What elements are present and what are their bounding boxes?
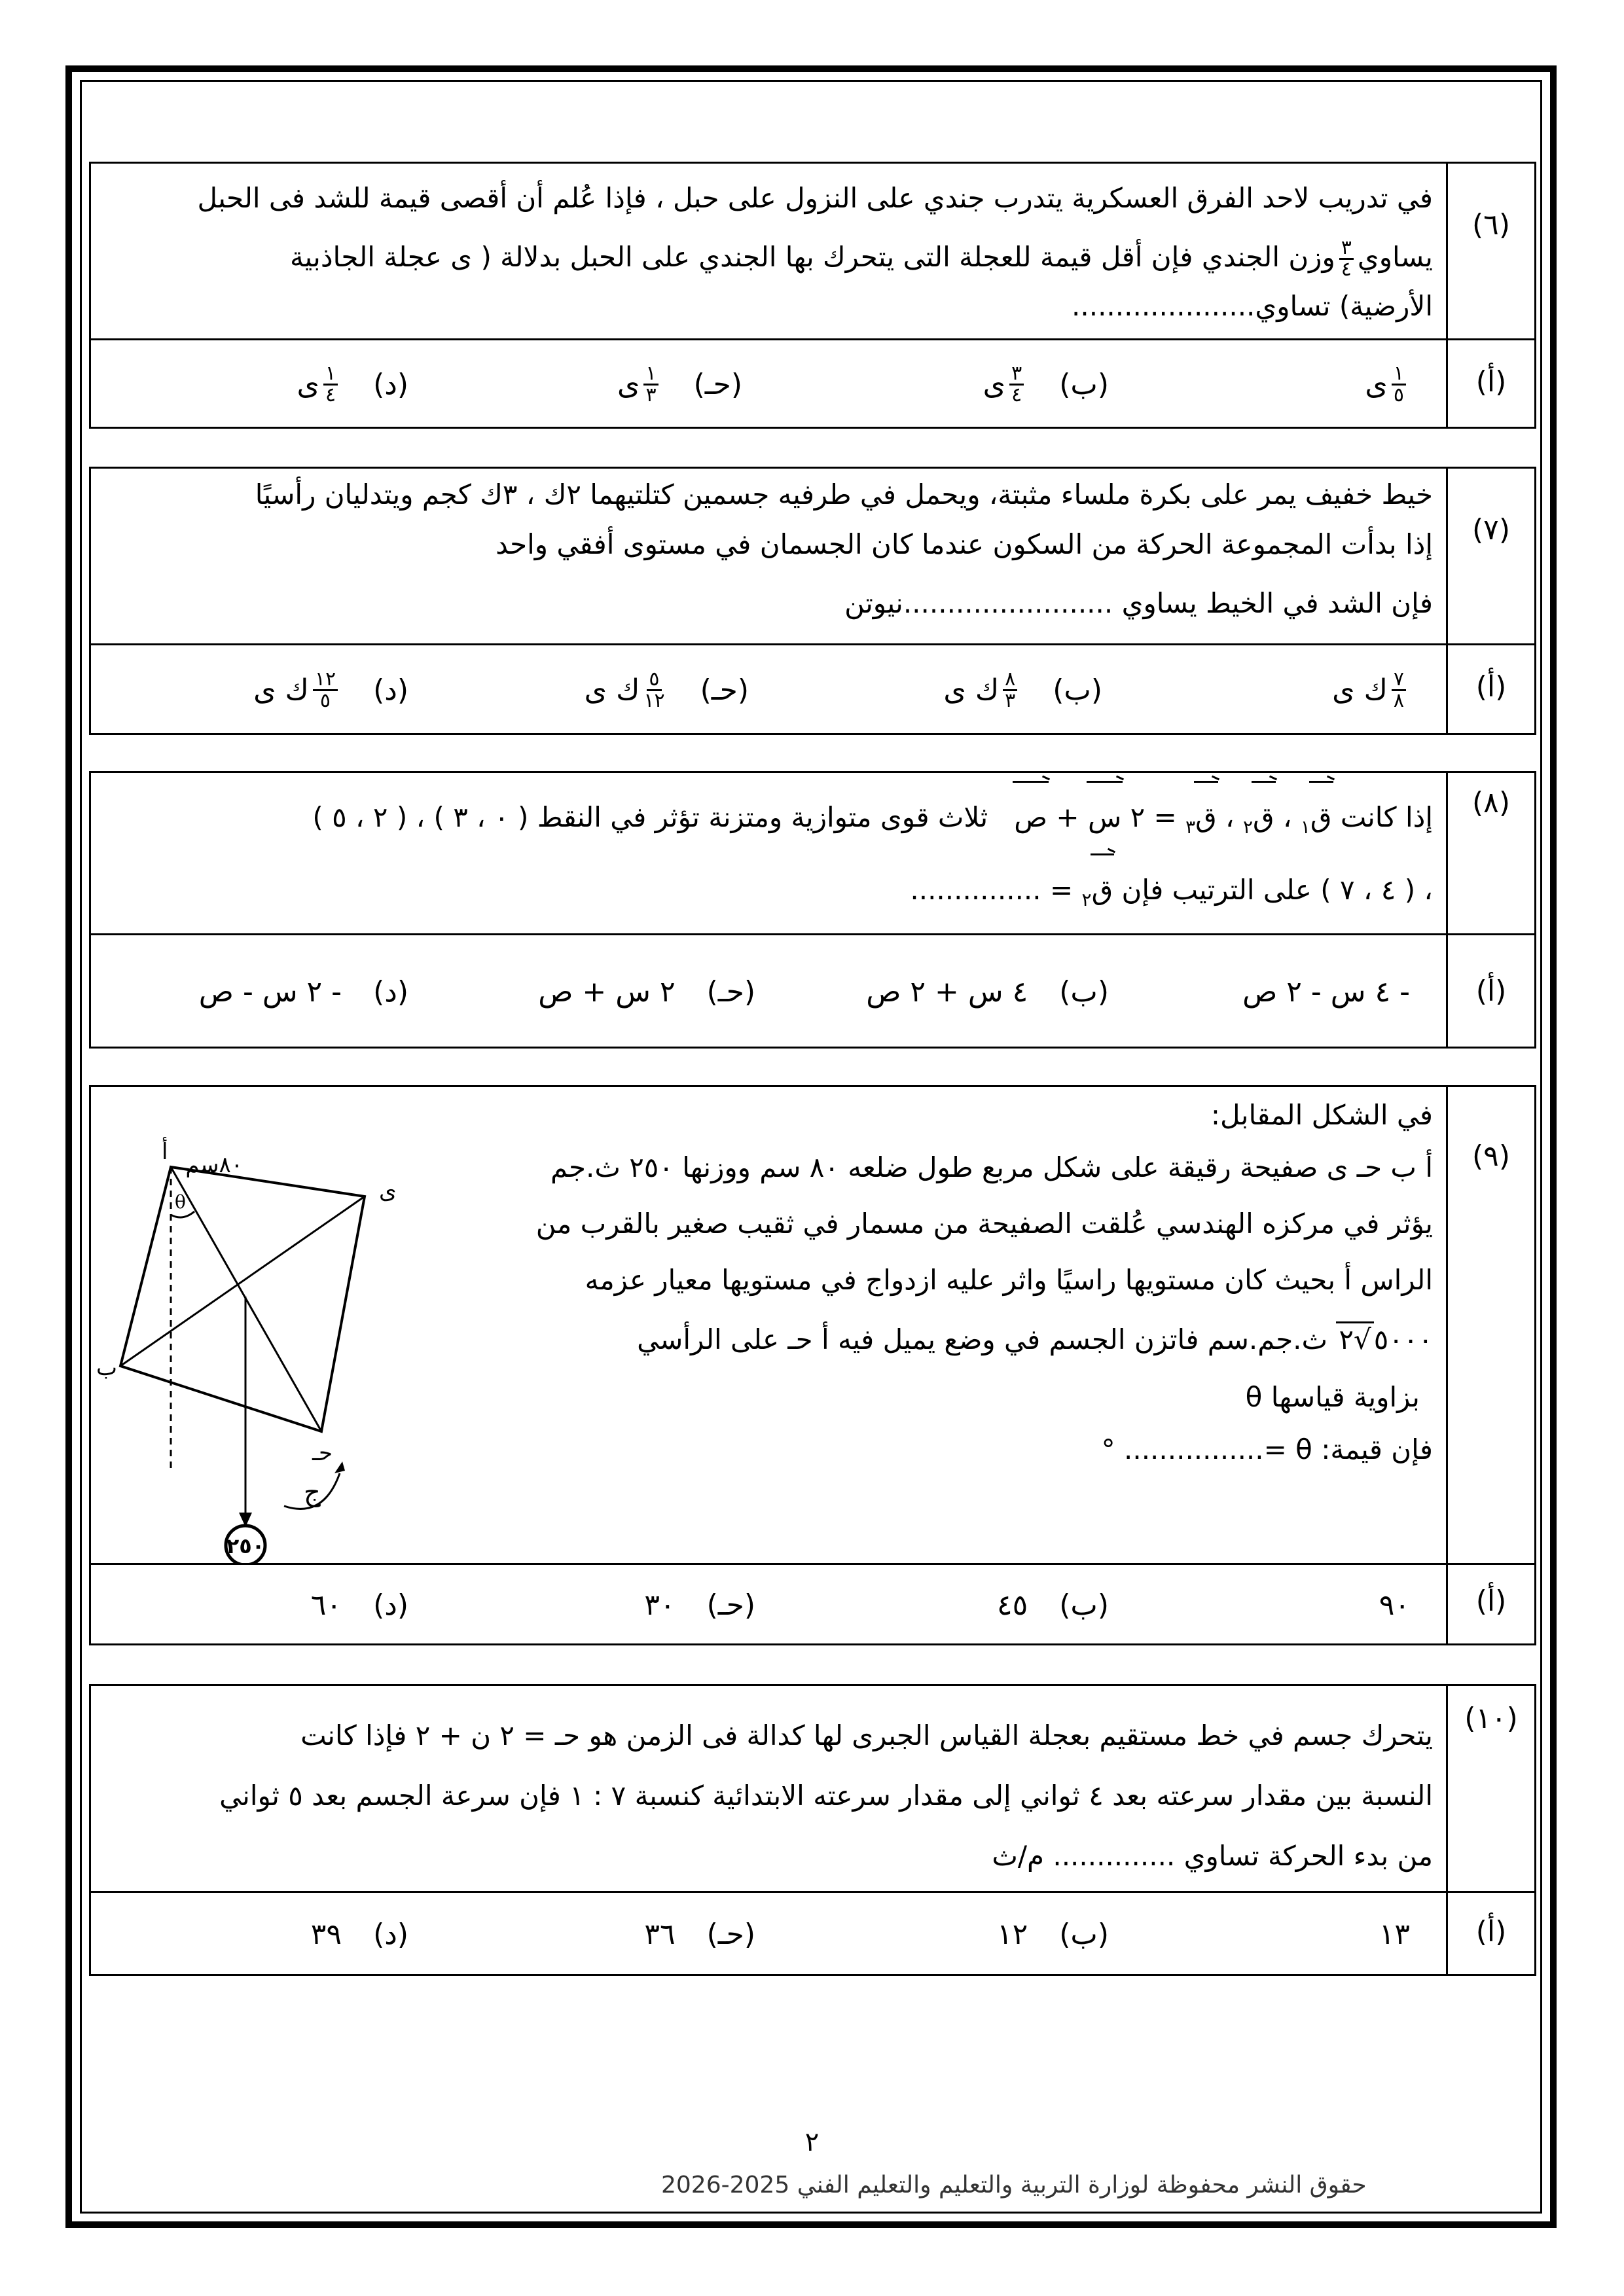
stem-line: يساوي $\frac{٣}{٤}$ وزن الجندي فإن أقل قيمة للعجلة التى يتحرك بها الجندي على الحبل بدلالة ( ى عجلة الجاذبية bbox=[289, 236, 1433, 281]
question-7-options bbox=[91, 645, 1534, 735]
stem-line: إذا بدأت المجموعة الحركة من السكون عندما كان الجسمان في مستوى أفقي واحد bbox=[496, 528, 1433, 560]
force-vector-2: ق bbox=[1253, 786, 1274, 849]
side-length-label: ٨٠سم bbox=[185, 1152, 243, 1178]
question-10-stem bbox=[91, 1686, 1534, 1893]
stem-line: في تدريب لاحد الفرق العسكرية يتدرب جندي على النزول على حبل ، فإذا عُلم أن أقصى قيمة للشد فى الحبل bbox=[197, 182, 1433, 214]
copyright-footer: حقوق النشر محفوظة لوزارة التربية والتعليم والتعليم الفني 2025-2026 bbox=[661, 2172, 1367, 2198]
question-6-stem bbox=[91, 164, 1534, 340]
option-c[interactable]: (حـ) ٢ س + ص bbox=[538, 975, 755, 1009]
theta-label: θ bbox=[175, 1191, 186, 1213]
couple-label: ج bbox=[304, 1477, 321, 1507]
stem-line: الراس أ بحيث كان مستويها راسيًا واثر عليه ازدواج في مستويها معيار عزمه bbox=[585, 1264, 1433, 1296]
option-a[interactable]: ٩٠ bbox=[1379, 1588, 1410, 1622]
option-c[interactable]: (حـ) ٣٦ bbox=[644, 1918, 755, 1951]
page-number: ٢ bbox=[804, 2127, 820, 2157]
option-d[interactable]: (د) $\frac{١٢}{٥}$ ك ى bbox=[253, 668, 408, 712]
question-9-stem bbox=[91, 1087, 1534, 1565]
option-c[interactable]: (حـ) $\frac{٥}{١٢}$ ك ى bbox=[584, 668, 749, 712]
question-number: (٦) bbox=[1446, 164, 1534, 338]
stem-line: بزاوية قياسها θ bbox=[1245, 1381, 1420, 1413]
weight-label: ٢٥٠ bbox=[226, 1534, 265, 1558]
stem-line: من بدء الحركة تساوي .............. م/ث bbox=[992, 1840, 1433, 1872]
option-label-a[interactable]: (أ) bbox=[1446, 935, 1534, 1049]
square-plate-figure bbox=[91, 1087, 418, 1565]
option-b[interactable]: (ب) ٤ س + ٢ ص bbox=[866, 975, 1109, 1009]
vertex-b: ب bbox=[96, 1355, 118, 1381]
force-vector-3: ق bbox=[1195, 786, 1217, 849]
option-d[interactable]: (د) ٣٩ bbox=[310, 1918, 408, 1951]
stem-line: خيط خفيف يمر على بكرة ملساء مثبتة، ويحمل في طرفيه جسمين كتلتيهما ٢ك ، ٣ك كجم ويتدليان رأسيًا bbox=[255, 478, 1433, 511]
stem-line: ، ( ٤ ، ٧ ) على الترتيب فإن ق$_٢$ = ............... bbox=[111, 859, 1433, 931]
stem-line: إذا كانت ق$_١$ ، ق$_٢$ ، ق$_٣$ = ٢ س + ص ثلاث قوى متوازية ومتزنة تؤثر في النقط ( ٠ ، ٣ ) ، ( ٢ ، ٥ ) bbox=[111, 786, 1433, 859]
option-b[interactable]: (ب) $\frac{٣}{٤}$ ى bbox=[983, 362, 1109, 406]
question-7 bbox=[89, 467, 1536, 735]
option-c[interactable]: (حـ) $\frac{١}{٣}$ ى bbox=[617, 362, 742, 406]
vertex-a: أ bbox=[162, 1139, 168, 1165]
question-6-options bbox=[91, 340, 1534, 429]
question-number: (٨) bbox=[1446, 773, 1534, 933]
question-8-stem bbox=[91, 773, 1534, 935]
option-b[interactable]: (ب) ٤٥ bbox=[996, 1588, 1109, 1622]
fraction: $\frac{٣}{٤}$ bbox=[1339, 238, 1354, 279]
stem-line: يتحرك جسم في خط مستقيم بعجلة القياس الجبرى لها كدالة فى الزمن هو حـ = ٢ ن + ٢ فإذا كانت bbox=[300, 1719, 1433, 1751]
question-number: (٩) bbox=[1446, 1087, 1534, 1563]
option-a[interactable]: $\frac{١}{٥}$ ى bbox=[1365, 340, 1410, 429]
stem-line: في الشكل المقابل: bbox=[1210, 1099, 1433, 1131]
force-vector-1: ق bbox=[1310, 786, 1332, 849]
option-label-a[interactable]: (أ) bbox=[1446, 645, 1534, 735]
question-9-options bbox=[91, 1565, 1534, 1645]
option-b[interactable]: (ب) $\frac{٨}{٣}$ ك ى bbox=[943, 668, 1102, 712]
option-a[interactable]: - ٤ س - ٢ ص bbox=[1242, 975, 1410, 1009]
question-8 bbox=[89, 771, 1536, 1049]
stem-line: ٥٠٠٠√٢ ث.جم.سم فاتزن الجسم في وضع يميل فيه أ حـ على الرأسي bbox=[431, 1308, 1433, 1371]
question-10 bbox=[89, 1684, 1536, 1976]
vertex-d: ى bbox=[379, 1178, 397, 1204]
stem-line: فإن الشد في الخيط يساوي ........................نيوتن bbox=[844, 587, 1433, 619]
stem-line: يؤثر في مركزه الهندسي عُلقت الصفيحة من مسمار في ثقيب صغير بالقرب من bbox=[535, 1208, 1433, 1240]
option-d[interactable]: (د) $\frac{١}{٤}$ ى bbox=[297, 362, 408, 406]
stem-line: النسبة بين مقدار سرعته بعد ٤ ثواني إلى مقدار سرعته الابتدائية كنسبة ٧ : ١ فإن سرعة الجسم بعد ٥ ثواني bbox=[219, 1780, 1433, 1812]
option-c[interactable]: (حـ) ٣٠ bbox=[644, 1588, 755, 1622]
option-d[interactable]: (د) ٦٠ bbox=[310, 1588, 408, 1622]
option-label-a[interactable]: (أ) bbox=[1446, 1893, 1534, 1976]
stem-line: أ ب حـ ى صفيحة رقيقة على شكل مربع طول ضلعه ٨٠ سم ووزنها ٢٥٠ ث.جم bbox=[550, 1151, 1433, 1183]
option-a[interactable]: ١٣ bbox=[1379, 1918, 1410, 1951]
option-label-a[interactable]: (أ) bbox=[1446, 340, 1534, 429]
question-6 bbox=[89, 162, 1536, 429]
question-7-stem bbox=[91, 469, 1534, 645]
option-b[interactable]: (ب) ١٢ bbox=[996, 1918, 1109, 1951]
question-9 bbox=[89, 1085, 1536, 1645]
option-label-a[interactable]: (أ) bbox=[1446, 1565, 1534, 1645]
question-10-options bbox=[91, 1893, 1534, 1976]
option-a[interactable]: $\frac{٧}{٨}$ ك ى bbox=[1332, 645, 1410, 735]
question-8-options bbox=[91, 935, 1534, 1049]
stem-line: الأرضية) تساوي..................... bbox=[1072, 290, 1433, 322]
question-number: (٧) bbox=[1446, 469, 1534, 643]
stem-line: فإن قيمة: θ =................ ° bbox=[1101, 1433, 1433, 1465]
vertex-c: حـ bbox=[312, 1440, 333, 1466]
option-d[interactable]: (د) - ٢ س - ص bbox=[198, 975, 408, 1009]
question-number: (١٠) bbox=[1446, 1686, 1534, 1891]
